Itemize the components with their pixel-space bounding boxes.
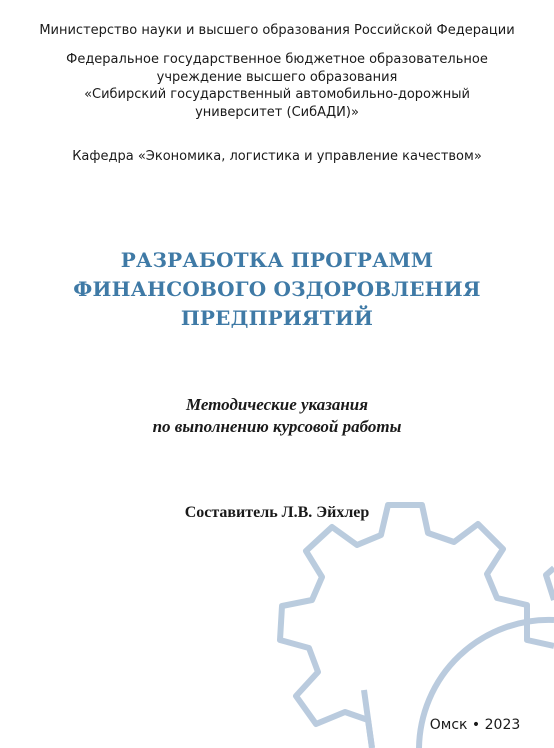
institution-line: Федеральное государственное бюджетное образовательное	[66, 52, 488, 67]
subtitle-line: Методические указания	[185, 395, 369, 414]
institution-line: учреждение высшего образования	[156, 69, 398, 85]
document-subtitle	[0, 394, 554, 438]
author-text: Составитель Л.В. Эйхлер	[184, 504, 370, 521]
title-line: ФИНАНСОВОГО ОЗДОРОВЛЕНИЯ	[73, 277, 481, 301]
title-line: ПРЕДПРИЯТИЙ	[180, 306, 374, 330]
author	[0, 503, 554, 523]
document-title	[0, 246, 554, 333]
department-name	[0, 148, 554, 165]
institution-line: университет (СибАДИ)»	[195, 104, 359, 120]
subtitle-line: по выполнению курсовой работы	[152, 417, 402, 436]
ministry-text: Министерство науки и высшего образования Российской Федерации	[39, 23, 515, 38]
ministry-name	[0, 22, 554, 39]
title-line: РАЗРАБОТКА ПРОГРАММ	[120, 248, 434, 272]
department-text: Кафедра «Экономика, логистика и управление качеством»	[72, 149, 482, 164]
city-year: Омск • 2023	[429, 717, 521, 733]
institution-line: «Сибирский государственный автомобильно-дорожный	[84, 87, 470, 102]
institution-name	[0, 51, 554, 121]
